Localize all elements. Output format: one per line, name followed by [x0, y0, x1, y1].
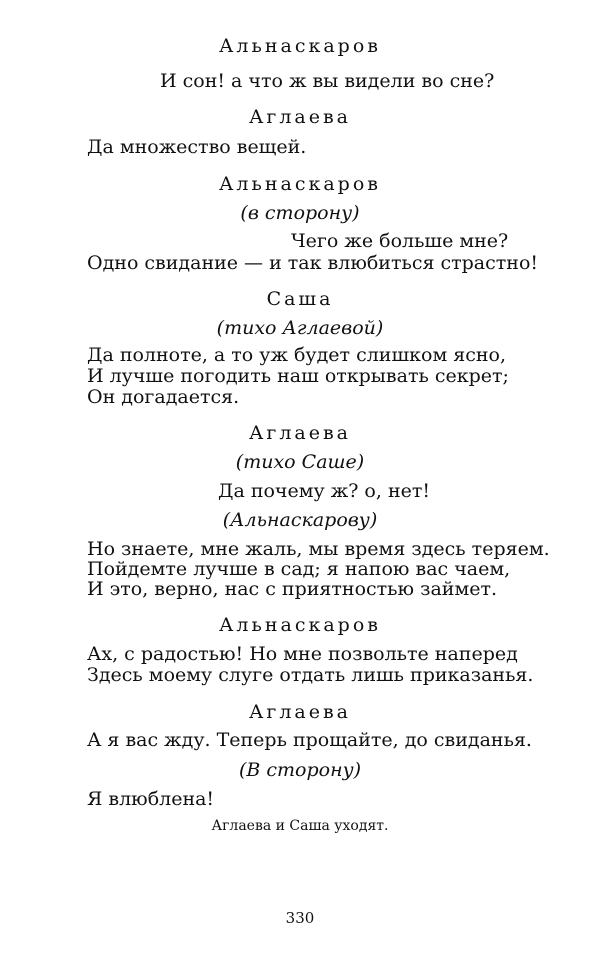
speaker-alnaskarov: Альнаскаров — [219, 614, 381, 636]
stage-direction: (Альнаскарову) — [222, 509, 378, 531]
stage-direction: (тихо Аглаевой) — [216, 317, 384, 339]
stage-note: Аглаева и Саша уходят. — [211, 818, 389, 834]
verse-line: И это, верно, нас с приятностью займет. — [87, 578, 498, 600]
speaker-alnaskarov: Альнаскаров — [219, 35, 381, 57]
verse-line: И сон! а что ж вы видели во сне? — [160, 70, 495, 92]
verse-line: Чего же больше мне? — [291, 230, 509, 252]
page-number: 330 — [285, 909, 315, 927]
speaker-sasha: Саша — [266, 288, 334, 310]
verse-line: А я вас жду. Теперь прощайте, до свиданья. — [87, 729, 532, 751]
verse-line: Он догадается. — [87, 386, 240, 408]
verse-line: И лучше погодить наш открывать секрет; — [87, 365, 509, 387]
verse-line: Да почему ж? о, нет! — [218, 480, 430, 502]
speaker-alnaskarov: Альнаскаров — [219, 173, 381, 195]
verse-line: Да множество вещей. — [87, 136, 307, 158]
stage-direction: (В сторону) — [238, 759, 362, 781]
verse-line: Пойдемте лучше в сад; я напою вас чаем, — [87, 558, 511, 580]
stage-direction: (тихо Саше) — [235, 451, 365, 473]
stage-direction: (в сторону) — [240, 202, 360, 224]
verse-line: Я влюблена! — [87, 788, 215, 810]
verse-line: Но знаете, мне жаль, мы время здесь теряем. — [87, 538, 550, 560]
speaker-aglaeva: Аглаева — [248, 106, 351, 128]
verse-line: Одно свидание — и так влюбиться страстно! — [87, 252, 539, 274]
verse-line: Ах, с радостью! Но мне позвольте наперед — [87, 643, 518, 665]
speaker-aglaeva: Аглаева — [248, 701, 351, 723]
verse-line: Здесь моему слуге отдать лишь приказанья. — [87, 664, 534, 686]
speaker-aglaeva: Аглаева — [248, 422, 351, 444]
verse-line: Да полноте, а то уж будет слишком ясно, — [87, 344, 507, 366]
